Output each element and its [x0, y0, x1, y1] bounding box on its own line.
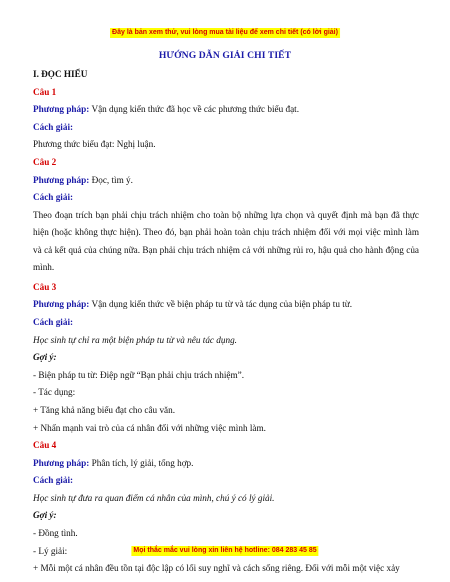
question-3-instruction: Học sinh tự chỉ ra một biện pháp tu từ và nêu tác dụng.: [33, 334, 237, 345]
method-label: Phương pháp:: [33, 299, 90, 310]
question-2-solution-label: Cách giải:: [33, 192, 74, 203]
question-1-solution-label: Cách giải:: [33, 121, 74, 132]
question-4-hint-label: Gợi ý:: [33, 510, 57, 521]
document-title: HƯỚNG DẪN GIẢI CHI TIẾT: [158, 50, 292, 61]
question-3-method: [33, 296, 419, 314]
hint-line: - Biện pháp tu từ: Điệp ngữ “Bạn phải chịu trách nhiệm”.: [33, 369, 245, 380]
question-2-method: [33, 172, 419, 190]
method-label: Phương pháp:: [33, 174, 90, 185]
hint-line: - Tác dụng:: [33, 387, 76, 398]
method-text: Vận dụng kiến thức về biện pháp tu từ và tác dụng của biện pháp tu từ.: [89, 299, 353, 310]
question-3-heading: Câu 3: [33, 281, 57, 292]
question-4-heading: Câu 4: [33, 440, 57, 451]
method-text: Phân tích, lý giải, tổng hợp.: [89, 457, 194, 468]
hint-line: - Đồng tình.: [33, 528, 78, 539]
hint-line: - Lý giải:: [33, 545, 68, 556]
question-1-method: [33, 101, 419, 119]
hotline-banner: Mọi thắc mắc vui lòng xin liên hệ hotline: 084 283 45 85: [133, 547, 317, 554]
method-text: Đọc, tìm ý.: [89, 174, 133, 185]
preview-notice-banner: Đây là bản xem thử, vui lòng mua tài liệu để xem chi tiết (có lời giải): [112, 29, 338, 36]
question-2-heading: Câu 2: [33, 156, 57, 167]
method-label: Phương pháp:: [33, 104, 90, 115]
question-2-answer: Theo đoạn trích bạn phải chịu trách nhiệm cho toàn bộ những lựa chọn và quyết định mà bạn đã thực hiện (hoặc không thực hiện). Theo đó, bạn phải hoàn toàn chịu trách nhiệm đối với mọi việc mình làm và cả kết quả của chúng nữa. Bạn phải chịu trách nhiệm cả với những rủi ro, hậu quả cho hành động của mình.: [33, 209, 419, 272]
hint-line: + Tăng khả năng biểu đạt cho câu văn.: [33, 404, 176, 415]
question-3-solution-label: Cách giải:: [33, 316, 74, 327]
method-text: Vận dụng kiến thức đã học về các phương thức biểu đạt.: [89, 104, 300, 115]
hint-line: + Nhấn mạnh vai trò của cá nhân đối với những việc mình làm.: [33, 422, 266, 433]
question-3-hint-label: Gợi ý:: [33, 352, 57, 363]
document-content: [33, 66, 419, 578]
question-1-heading: Câu 1: [33, 86, 57, 97]
hint-line: + Mỗi một cá nhân đều tồn tại độc lập có lối suy nghĩ và cách sống riêng. Đối với mỗi một việc xảy: [33, 563, 400, 574]
question-1-answer: Phương thức biểu đạt: Nghị luận.: [33, 139, 156, 150]
question-4-instruction: Học sinh tự đưa ra quan điểm cá nhân của mình, chú ý có lý giải.: [33, 492, 275, 503]
question-4-method: [33, 455, 419, 473]
method-label: Phương pháp:: [33, 457, 90, 468]
section-heading: I. ĐỌC HIỂU: [33, 69, 88, 79]
question-4-solution-label: Cách giải:: [33, 475, 74, 486]
